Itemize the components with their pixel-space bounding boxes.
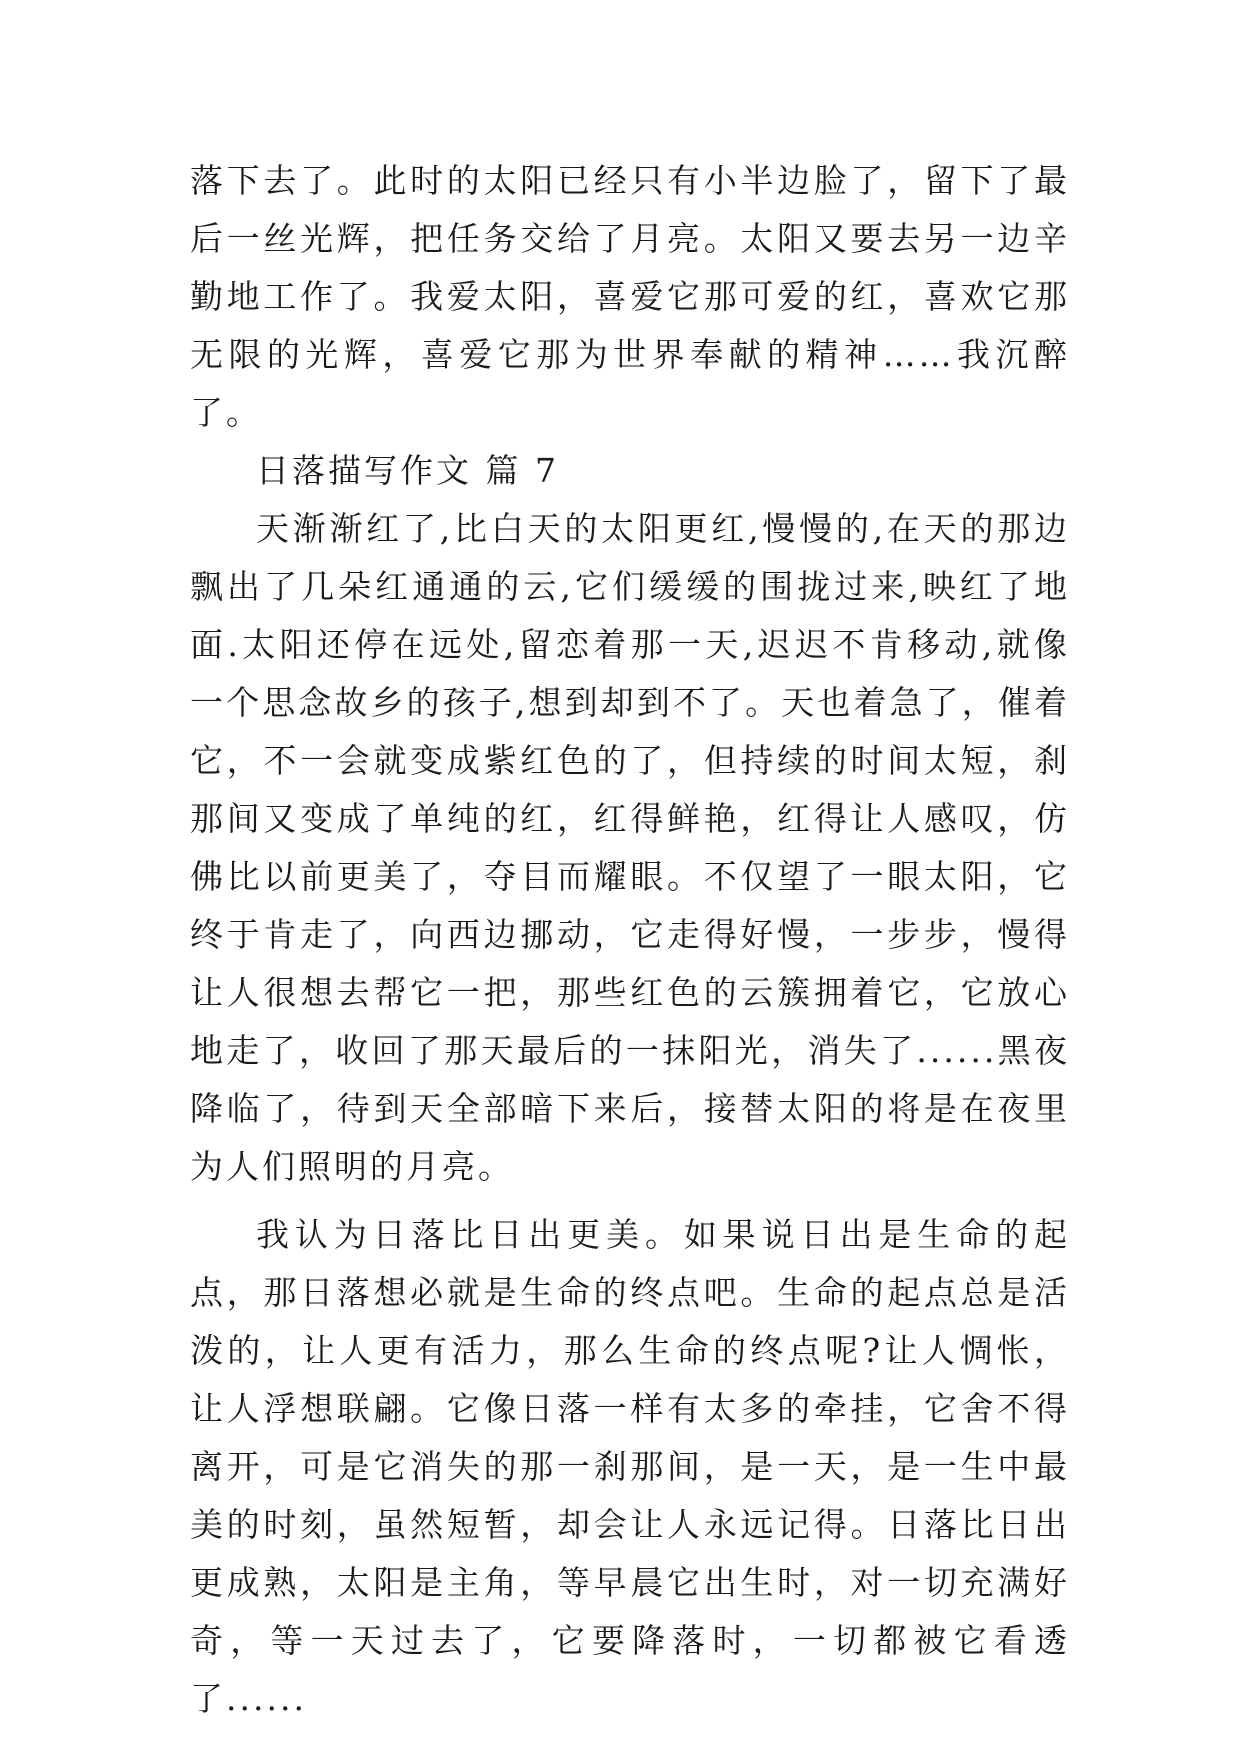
paragraph-continuation: 落下去了。此时的太阳已经只有小半边脸了，留下了最后一丝光辉，把任务交给了月亮。太阳又要去另一边辛勤地工作了。我爱太阳，喜爱它那可爱的红，喜欢它那无限的光辉，喜爱它那为世界奉献的精神……我沉醉了。 xyxy=(190,161,1070,432)
article-body xyxy=(190,152,1070,1728)
paragraph-sunset-reflection: 我认为日落比日出更美。如果说日出是生命的起点，那日落想必就是生命的终点吧。生命的起点总是活泼的，让人更有活力，那么生命的终点呢?让人惆怅，让人浮想联翩。它像日落一样有太多的牵挂，它舍不得离开，可是它消失的那一刹那间，是一天，是一生中最美的时刻，虽然短暂，却会让人永远记得。日落比日出更成熟，太阳是主角，等早晨它出生时，对一切充满好奇，等一天过去了，它要降落时，一切都被它看透了...... xyxy=(190,1215,1070,1718)
paragraph-sunset-description: 天渐渐红了,比白天的太阳更红,慢慢的,在天的那边飘出了几朵红通通的云,它们缓缓的围拢过来,映红了地面.太阳还停在远处,留恋着那一天,迟迟不肯移动,就像一个思念故乡的孩子,想到却到不了。天也着急了，催着它，不一会就变成紫红色的了，但持续的时间太短，刹那间又变成了单纯的红，红得鲜艳，红得让人感叹，仿佛比以前更美了，夺目而耀眼。不仅望了一眼太阳，它终于肯走了，向西边挪动，它走得好慢，一步步，慢得让人很想去帮它一把，那些红色的云簇拥着它，它放心地走了，收回了那天最后的一抹阳光，消失了......黑夜降临了，待到天全部暗下来后，接替太阳的将是在夜里为人们照明的月亮。 xyxy=(190,509,1070,1186)
section-heading: 日落描写作文 篇 7 xyxy=(256,451,559,490)
